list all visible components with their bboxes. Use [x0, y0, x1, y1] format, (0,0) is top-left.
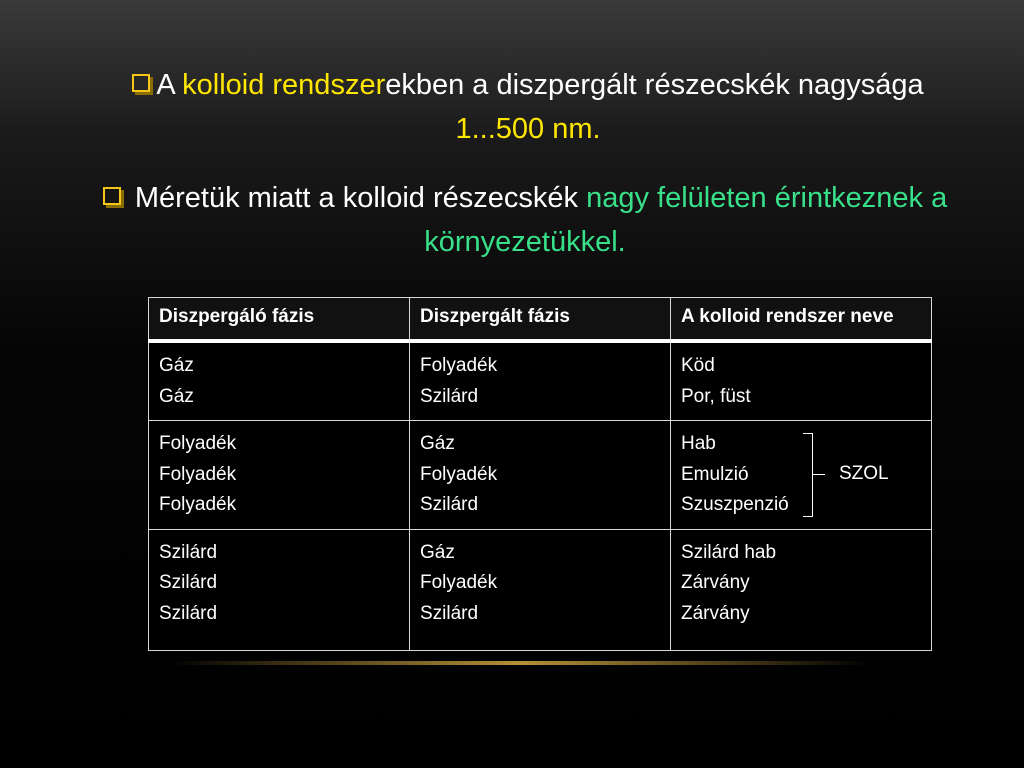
cell-text: Zárvány — [681, 602, 750, 624]
cell-dispersed — [410, 341, 671, 421]
table-row — [149, 529, 932, 650]
cell-text: Folyadék — [159, 463, 237, 485]
checkbox-bullet-icon — [103, 187, 121, 205]
cell-text: Szilárd — [159, 602, 218, 624]
cell-text: Emulzió — [681, 463, 749, 485]
decorative-glow-line — [170, 661, 870, 665]
cell-name — [671, 529, 932, 650]
cell-text: Folyadék — [420, 572, 498, 593]
colloid-table — [148, 297, 932, 651]
bullet-1-part-4: 1...500 nm. — [455, 113, 601, 145]
table-row — [149, 341, 932, 421]
cell-dispersed — [410, 529, 671, 650]
cell-dispersing — [149, 421, 410, 530]
cell-text: Köd — [681, 355, 715, 376]
cell-text: Gáz — [420, 541, 455, 563]
header-system-name: A kolloid rendszer neve — [671, 298, 932, 342]
cell-name — [671, 421, 932, 530]
cell-text: Hab — [681, 433, 716, 454]
table-row — [149, 421, 932, 530]
header-dispersed-phase: Diszpergált fázis — [410, 298, 671, 342]
cell-text: Szilárd — [159, 572, 218, 593]
curly-brace-icon — [803, 433, 813, 517]
cell-dispersing — [149, 341, 410, 421]
table-header-row — [149, 298, 932, 342]
bullet-1 — [118, 63, 938, 151]
cell-text: Folyadék — [159, 433, 237, 454]
cell-text: Szilárd hab — [681, 541, 777, 563]
bullet-2-part-2: nagy felületen érintkeznek a környezetükkel. — [424, 182, 948, 258]
group-label-szol: SZOL — [839, 463, 889, 484]
cell-text: Zárvány — [681, 572, 750, 593]
cell-text: Szilárd — [420, 602, 479, 624]
cell-text: Por, füst — [681, 385, 751, 407]
cell-text: Folyadék — [420, 463, 498, 485]
bullet-1-part-1: A — [156, 69, 183, 101]
cell-dispersing — [149, 529, 410, 650]
cell-text: Folyadék — [420, 355, 498, 376]
bullet-1-part-2: kolloid rendszer — [182, 69, 386, 101]
cell-text: Gáz — [420, 433, 455, 454]
bullet-2 — [100, 176, 950, 264]
cell-text: Folyadék — [159, 494, 237, 515]
cell-text: Gáz — [159, 385, 194, 407]
bullet-1-part-3: ekben a diszpergált részecskék nagysága — [385, 69, 924, 101]
cell-name — [671, 341, 932, 421]
checkbox-bullet-icon — [132, 74, 150, 92]
cell-text: Szuszpenzió — [681, 494, 789, 515]
cell-dispersed — [410, 421, 671, 530]
cell-text: Szilárd — [420, 494, 479, 515]
header-dispersing-phase: Diszpergáló fázis — [149, 298, 410, 342]
brace-tick — [813, 474, 825, 475]
bullet-2-part-1: Méretük miatt a kolloid részecskék — [134, 182, 587, 214]
cell-text: Szilárd — [420, 385, 479, 407]
cell-text: Gáz — [159, 355, 194, 376]
cell-text: Szilárd — [159, 541, 218, 563]
